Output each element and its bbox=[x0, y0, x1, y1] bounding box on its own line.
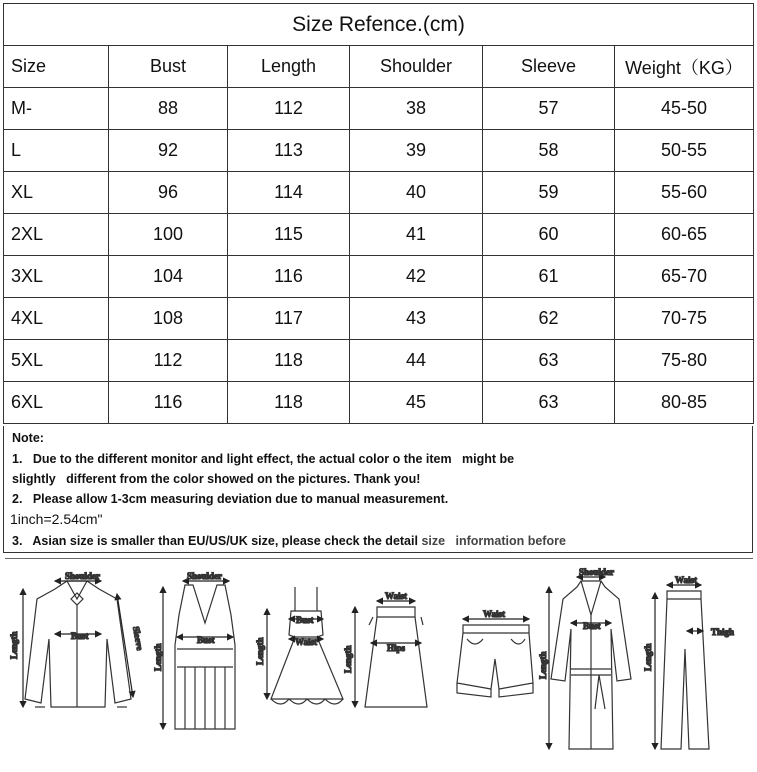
table-row bbox=[4, 214, 754, 256]
title-row bbox=[4, 4, 754, 46]
vest-bust-label: Bust bbox=[197, 635, 215, 645]
coat-length-label: Length bbox=[538, 651, 548, 679]
size-cell: 3XL bbox=[4, 256, 109, 298]
header-weight: Weight（KG） bbox=[615, 46, 754, 88]
dress-waist-label: Waist bbox=[295, 637, 318, 647]
table-row bbox=[4, 382, 754, 424]
note-line-2: slightly different from the color showed on the pictures. Thank you! bbox=[12, 472, 421, 486]
shoulder-cell: 41 bbox=[350, 214, 483, 256]
bust-cell: 104 bbox=[109, 256, 228, 298]
length-cell: 118 bbox=[228, 382, 350, 424]
table-row bbox=[4, 130, 754, 172]
size-cell: 4XL bbox=[4, 298, 109, 340]
measurement-diagrams bbox=[5, 558, 753, 769]
bust-cell: 108 bbox=[109, 298, 228, 340]
header-row bbox=[4, 46, 754, 88]
shirt-sleeve-label: Sleeve bbox=[131, 625, 146, 651]
size-chart-table bbox=[3, 3, 754, 424]
notes-heading: Note: bbox=[12, 431, 44, 445]
table-row bbox=[4, 298, 754, 340]
pants-length-label: Length bbox=[643, 643, 653, 671]
notes-box bbox=[3, 426, 753, 553]
skirt-diagram bbox=[355, 601, 427, 707]
note-line-5-tail: size information before bbox=[421, 534, 566, 548]
sleeve-cell: 58 bbox=[483, 130, 615, 172]
bust-cell: 88 bbox=[109, 88, 228, 130]
pants-thigh-label: Thigh bbox=[711, 627, 735, 637]
bust-cell: 112 bbox=[109, 340, 228, 382]
shoulder-cell: 42 bbox=[350, 256, 483, 298]
header-sleeve: Sleeve bbox=[483, 46, 615, 88]
shoulder-cell: 39 bbox=[350, 130, 483, 172]
coat-diagram bbox=[549, 577, 631, 749]
weight-cell: 55-60 bbox=[615, 172, 754, 214]
length-cell: 118 bbox=[228, 340, 350, 382]
weight-cell: 70-75 bbox=[615, 298, 754, 340]
bust-cell: 116 bbox=[109, 382, 228, 424]
note-line-3: 2. Please allow 1-3cm measuring deviation due to manual measurement. bbox=[12, 492, 449, 506]
sleeve-cell: 63 bbox=[483, 340, 615, 382]
length-cell: 116 bbox=[228, 256, 350, 298]
vest-shoulder-label: Shoulder bbox=[187, 571, 223, 581]
header-bust: Bust bbox=[109, 46, 228, 88]
note-line-5 bbox=[12, 534, 566, 548]
weight-cell: 80-85 bbox=[615, 382, 754, 424]
vest-diagram bbox=[163, 581, 235, 729]
dress-length-label: Length bbox=[255, 637, 265, 665]
length-cell: 112 bbox=[228, 88, 350, 130]
pants-waist-label: Waist bbox=[675, 575, 698, 585]
size-cell: 5XL bbox=[4, 340, 109, 382]
sleeve-cell: 62 bbox=[483, 298, 615, 340]
shoulder-cell: 40 bbox=[350, 172, 483, 214]
length-cell: 114 bbox=[228, 172, 350, 214]
size-cell: XL bbox=[4, 172, 109, 214]
pants-diagram bbox=[655, 585, 709, 749]
dress-bust-label: Bust bbox=[296, 615, 314, 625]
length-cell: 113 bbox=[228, 130, 350, 172]
sleeve-cell: 59 bbox=[483, 172, 615, 214]
header-length: Length bbox=[228, 46, 350, 88]
weight-cell: 75-80 bbox=[615, 340, 754, 382]
shirt-length-label: Length bbox=[9, 631, 19, 659]
weight-cell: 45-50 bbox=[615, 88, 754, 130]
size-cell: 6XL bbox=[4, 382, 109, 424]
size-cell: 2XL bbox=[4, 214, 109, 256]
bust-cell: 100 bbox=[109, 214, 228, 256]
weight-cell: 65-70 bbox=[615, 256, 754, 298]
size-cell: M- bbox=[4, 88, 109, 130]
table-row bbox=[4, 88, 754, 130]
skirt-hips-label: Hips bbox=[387, 643, 406, 653]
length-cell: 115 bbox=[228, 214, 350, 256]
sleeve-cell: 61 bbox=[483, 256, 615, 298]
coat-shoulder-label: Shoulder bbox=[579, 567, 615, 577]
sleeve-cell: 60 bbox=[483, 214, 615, 256]
weight-cell: 60-65 bbox=[615, 214, 754, 256]
header-shoulder: Shoulder bbox=[350, 46, 483, 88]
shorts-diagram bbox=[457, 619, 533, 697]
shoulder-cell: 43 bbox=[350, 298, 483, 340]
header-size: Size bbox=[4, 46, 109, 88]
table-row bbox=[4, 340, 754, 382]
shoulder-cell: 38 bbox=[350, 88, 483, 130]
skirt-waist-label: Waist bbox=[385, 591, 408, 601]
note-line-5-text: 3. Asian size is smaller than EU/US/UK size, please check the detail bbox=[12, 534, 422, 548]
vest-length-label: Length bbox=[153, 643, 163, 671]
sleeve-cell: 57 bbox=[483, 88, 615, 130]
measurement-diagrams-svg bbox=[5, 559, 753, 769]
table-row bbox=[4, 256, 754, 298]
bust-cell: 92 bbox=[109, 130, 228, 172]
skirt-length-label: Length bbox=[343, 645, 353, 673]
bust-cell: 96 bbox=[109, 172, 228, 214]
note-line-4: 1inch=2.54cm" bbox=[10, 511, 103, 527]
sleeve-cell: 63 bbox=[483, 382, 615, 424]
shoulder-cell: 45 bbox=[350, 382, 483, 424]
note-line-1: 1. Due to the different monitor and light effect, the actual color o the item might be bbox=[12, 452, 515, 466]
shirt-diagram bbox=[23, 581, 133, 707]
shirt-shoulder-label: Shoulder bbox=[65, 571, 101, 581]
shorts-waist-label: Waist bbox=[483, 609, 506, 619]
table-row bbox=[4, 172, 754, 214]
length-cell: 117 bbox=[228, 298, 350, 340]
shoulder-cell: 44 bbox=[350, 340, 483, 382]
table-title: Size Refence.(cm) bbox=[4, 4, 754, 46]
coat-bust-label: Bust bbox=[583, 621, 601, 631]
size-cell: L bbox=[4, 130, 109, 172]
shirt-bust-label: Bust bbox=[71, 631, 89, 641]
weight-cell: 50-55 bbox=[615, 130, 754, 172]
